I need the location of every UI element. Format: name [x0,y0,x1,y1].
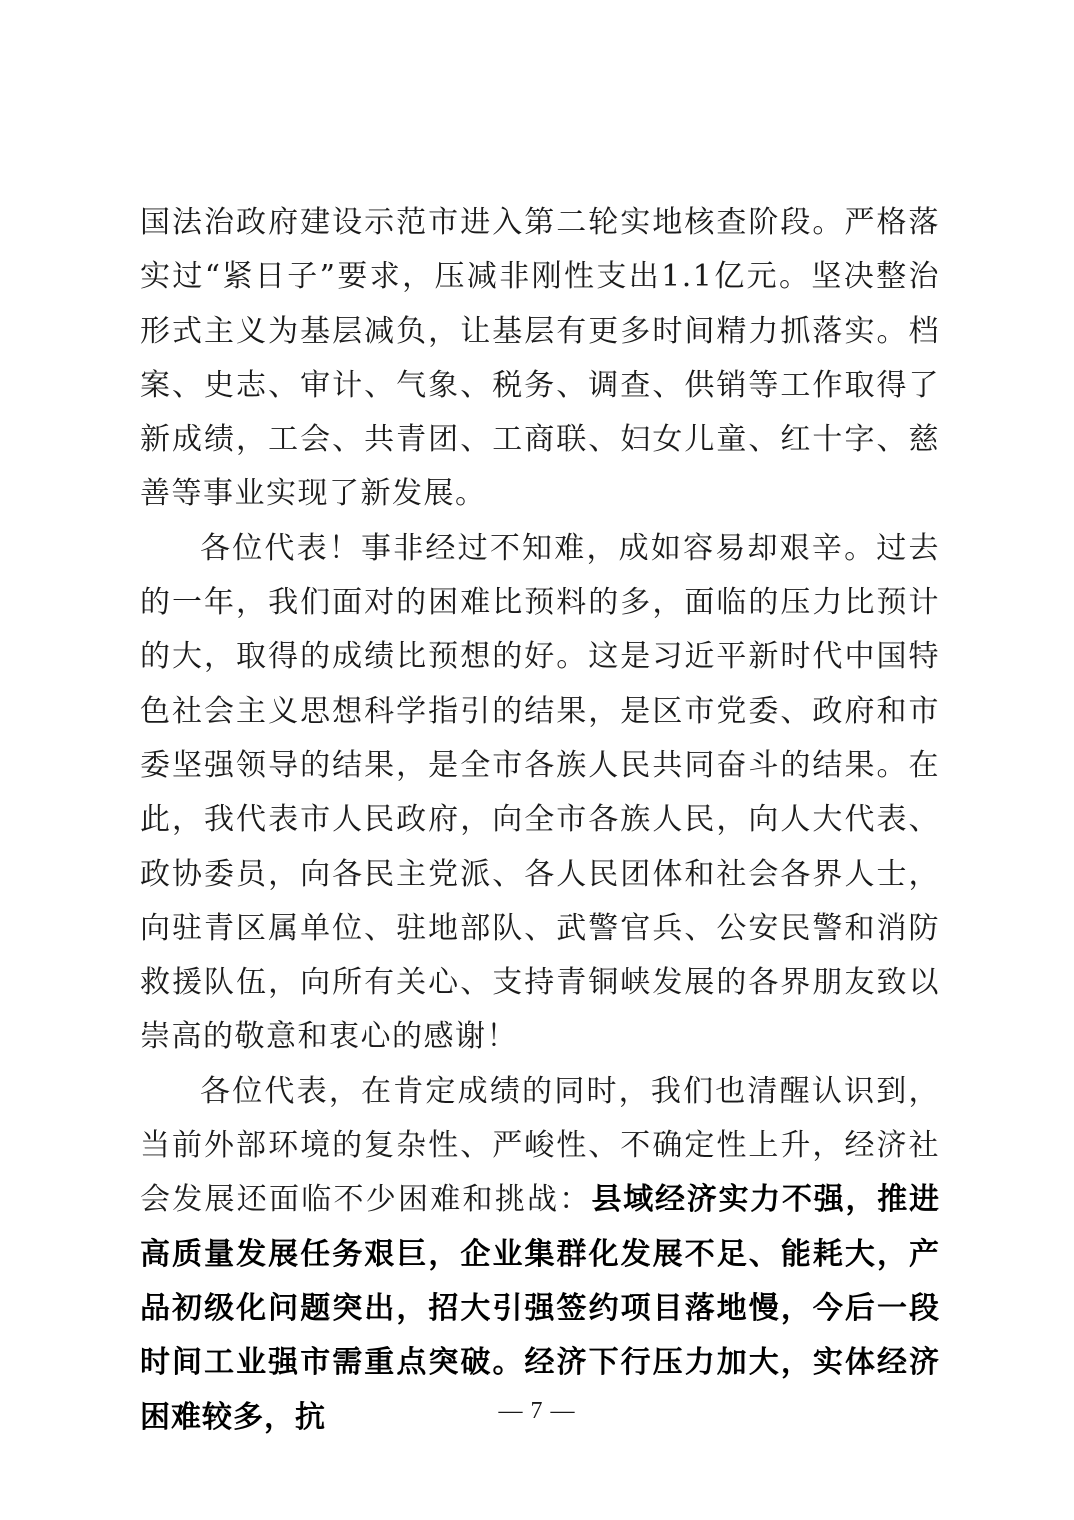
body-text [140,196,940,1445]
paragraph-1: 国法治政府建设示范市进入第二轮实地核查阶段。严格落实过“紧日子”要求，压减非刚性支出1.1亿元。坚决整治形式主义为基层减负，让基层有更多时间精力抓落实。档案、史志、审计、气象、税务、调查、供销等工作取得了新成绩，工会、共青团、工商联、妇女儿童、红十字、慈善等事业实现了新发展。 [140,205,940,512]
paragraph-3-bold-text: 县域经济实力不强，推进高质量发展任务艰巨，企业集群化发展不足、能耗大，产品初级化问题突出，招大引强签约项目落地慢，今后一段时间工业强市需重点突破。经济下行压力加大，实体经济困难较多，抗 [140,1182,940,1435]
paragraph-3-regular-text: 各位代表，在肯定成绩的同时，我们也清醒认识到，当前外部环境的复杂性、严峻性、不确定性上升，经济社会发展还面临不少困难和挑战： [140,1073,940,1218]
paragraph-2: 各位代表！事非经过不知难，成如容易却艰辛。过去的一年，我们面对的困难比预料的多，面临的压力比预计的大，取得的成绩比预想的好。这是习近平新时代中国特色社会主义思想科学指引的结果，是区市党委、政府和市委坚强领导的结果，是全市各族人民共同奋斗的结果。在此，我代表市人民政府，向全市各族人民，向人大代表、政协委员，向各民主党派、各人民团体和社会各界人士，向驻青区属单位、驻地部队、武警官兵、公安民警和消防救援队伍，向所有关心、支持青铜峡发展的各界朋友致以崇高的敬意和衷心的感谢！ [140,530,940,1055]
paragraph-3 [140,1065,940,1445]
page-number: — 7 — [498,1398,576,1424]
